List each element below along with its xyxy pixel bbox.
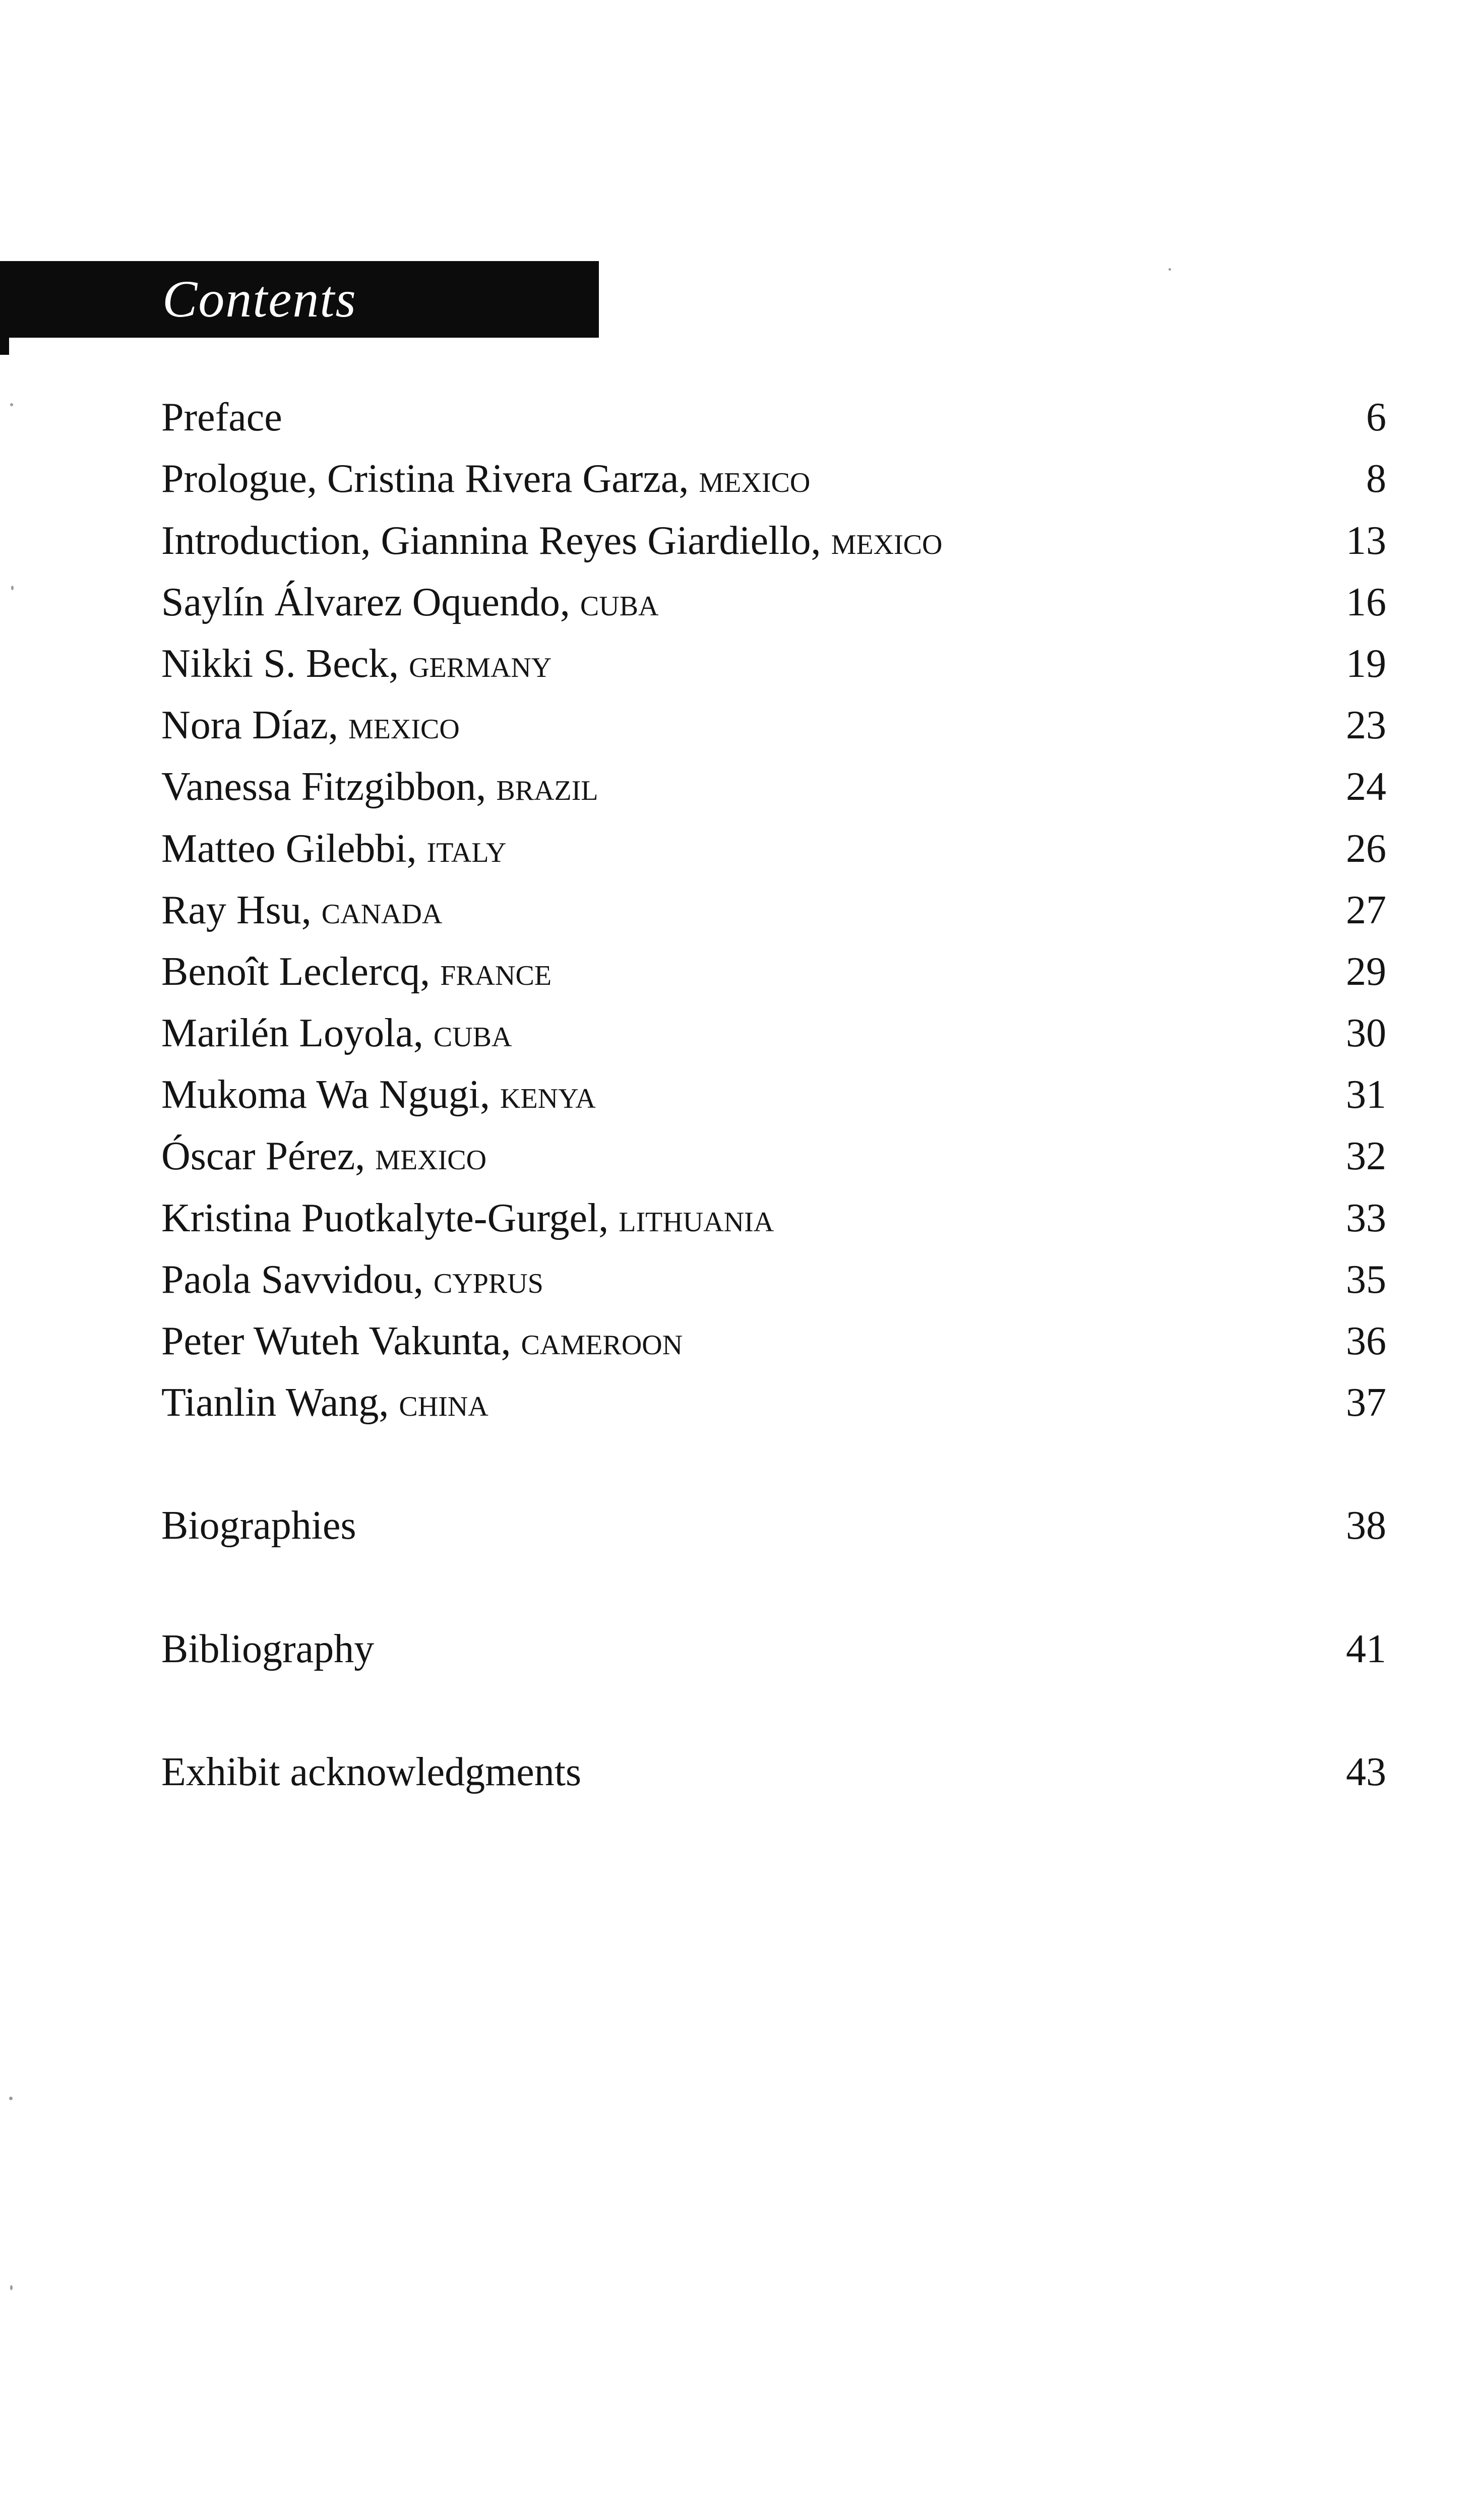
scan-speck [10, 403, 13, 406]
toc-entry-title: Introduction, Giannina Reyes Giardiello, [161, 518, 831, 563]
toc-backmatter-entry[interactable] [161, 1619, 1386, 1681]
toc-entry-page: 13 [1346, 518, 1386, 563]
toc-entry-page: 24 [1346, 765, 1386, 809]
toc-entry[interactable] [161, 1188, 1386, 1250]
toc-entry-page: 37 [1346, 1380, 1386, 1425]
toc-entry-page: 8 [1366, 457, 1386, 501]
toc-entry-country: lithuania [619, 1195, 774, 1240]
scan-speck [9, 2097, 13, 2100]
toc-entry-title: Bibliography [161, 1626, 375, 1671]
toc-entry[interactable] [161, 635, 1386, 696]
toc-entry-title: Kristina Puotkalyte-Gurgel, [161, 1195, 619, 1240]
toc-entry-country: france [440, 949, 552, 994]
toc-entry-page: 38 [1346, 1503, 1386, 1548]
toc-entry-page: 6 [1366, 395, 1386, 440]
toc-entry-title: Prologue, Cristina Rivera Garza, [161, 457, 699, 501]
toc-entry-country: cameroon [521, 1319, 683, 1363]
toc-entry-country: mexico [375, 1134, 487, 1179]
toc-entry-country: canada [321, 888, 443, 932]
toc-entry-title: Óscar Pérez, [161, 1134, 376, 1179]
toc-entry-country: mexico [831, 518, 943, 563]
toc-entry-title: Paola Savvidou, [161, 1257, 434, 1302]
toc-entry-country: kenya [500, 1073, 596, 1117]
scan-speck [10, 2285, 13, 2290]
table-of-contents [161, 388, 1386, 1804]
toc-entry-page: 43 [1346, 1749, 1386, 1794]
toc-entry-country: italy [426, 826, 507, 871]
toc-entry-country: cuba [580, 580, 659, 624]
toc-entry-page: 19 [1346, 641, 1386, 686]
toc-entry-country: china [399, 1380, 488, 1425]
toc-entry-page: 16 [1346, 580, 1386, 624]
toc-entry-title: Ray Hsu, [161, 888, 322, 932]
toc-entry[interactable] [161, 450, 1386, 511]
toc-entry-page: 36 [1346, 1319, 1386, 1363]
toc-entry-title: Nikki S. Beck, [161, 641, 409, 686]
toc-entry[interactable] [161, 1127, 1386, 1188]
toc-entry-title: Saylín Álvarez Oquendo, [161, 580, 580, 624]
scan-speck [1169, 268, 1171, 271]
toc-entry-page: 35 [1346, 1257, 1386, 1302]
toc-entry-title: Biographies [161, 1503, 356, 1548]
toc-entry-title: Marilén Loyola, [161, 1011, 434, 1056]
toc-entry[interactable] [161, 511, 1386, 573]
toc-entry-country: mexico [699, 457, 811, 501]
toc-backmatter-entry[interactable] [161, 1743, 1386, 1804]
toc-entry[interactable] [161, 573, 1386, 635]
toc-entry-page: 33 [1346, 1195, 1386, 1240]
toc-entry[interactable] [161, 696, 1386, 758]
toc-entry[interactable] [161, 388, 1386, 450]
toc-entry-title: Mukoma Wa Ngugi, [161, 1073, 501, 1117]
toc-entry-country: cuba [433, 1011, 512, 1056]
toc-entry[interactable] [161, 1065, 1386, 1127]
toc-entry[interactable] [161, 1250, 1386, 1312]
toc-entry[interactable] [161, 758, 1386, 819]
scan-speck [11, 586, 14, 590]
toc-entry-country: cyprus [433, 1257, 543, 1302]
toc-entry-country: mexico [348, 703, 460, 748]
toc-entry-page: 41 [1346, 1626, 1386, 1671]
toc-entry-page: 26 [1346, 826, 1386, 871]
toc-entry-page: 27 [1346, 888, 1386, 932]
toc-entry-page: 29 [1346, 949, 1386, 994]
toc-entry-page: 30 [1346, 1011, 1386, 1056]
toc-entry[interactable] [161, 881, 1386, 942]
toc-entry-page: 31 [1346, 1073, 1386, 1117]
toc-entry-title: Tianlin Wang, [161, 1380, 399, 1425]
toc-entry-country: germany [409, 641, 552, 686]
toc-entry-title: Peter Wuteh Vakunta, [161, 1319, 521, 1363]
toc-entry-title: Exhibit acknowledgments [161, 1749, 582, 1794]
toc-entry[interactable] [161, 1004, 1386, 1065]
toc-entry-title: Vanessa Fitzgibbon, [161, 765, 497, 809]
toc-entry-title: Matteo Gilebbi, [161, 826, 427, 871]
toc-entry-title: Preface [161, 395, 282, 440]
toc-entry-title: Benoît Leclercq, [161, 949, 441, 994]
toc-entry[interactable] [161, 1373, 1386, 1435]
toc-backmatter-entry[interactable] [161, 1496, 1386, 1558]
toc-entry[interactable] [161, 1312, 1386, 1373]
toc-entry-page: 23 [1346, 703, 1386, 748]
toc-entry-title: Nora Díaz, [161, 703, 348, 748]
toc-entry-page: 32 [1346, 1134, 1386, 1179]
toc-entry[interactable] [161, 942, 1386, 1004]
toc-entry-country: brazil [496, 765, 598, 809]
page-title: Contents [162, 270, 357, 328]
toc-entry[interactable] [161, 819, 1386, 880]
